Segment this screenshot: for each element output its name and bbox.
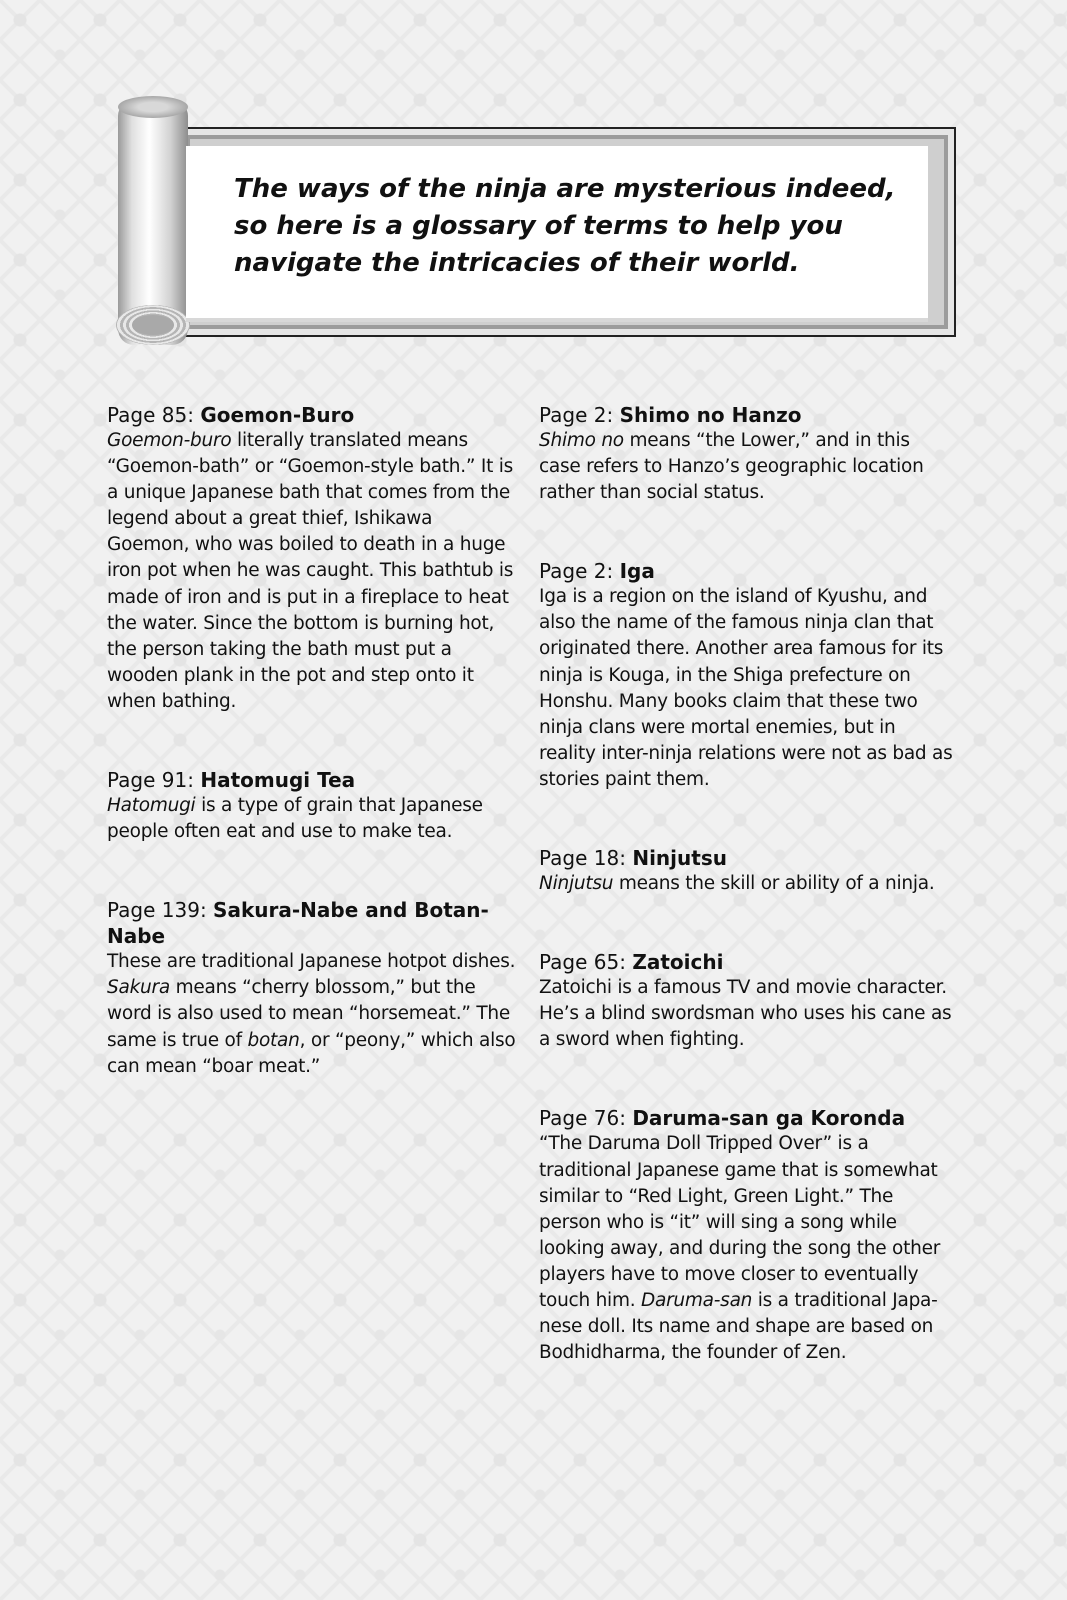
entry-italic-term: Daruma-san [640,1289,753,1311]
entry-text: Zatoichi is a famous TV and movie character. He’s a blind swordsman who uses his cane as a sword when fighting. [539,977,952,1051]
glossary-entry [539,949,954,1053]
scroll-roll-top [118,96,188,118]
entry-page-label: Page 18: [539,846,626,871]
entry-page-label: Page 76: [539,1106,626,1131]
entry-italic-term: Sakura [107,977,170,999]
entry-definition [539,871,954,897]
entry-heading [107,897,517,949]
entry-italic-term: Shimo no [539,430,624,451]
glossary-right-column [539,402,954,1366]
glossary-left-column [107,402,517,1080]
entry-term: Hatomugi Tea [200,768,356,793]
entry-definition [539,584,954,793]
entry-page-label: Page 139: [107,898,207,923]
entry-heading [539,558,954,584]
entry-term: Goemon-Buro [200,403,355,427]
entry-term: Daruma-san ga Koronda [632,1106,906,1131]
entry-page-label: Page 65: [539,950,626,975]
entry-term: Sakura-Nabe and Botan-Nabe [107,898,489,949]
entry-heading [539,1105,954,1131]
entry-italic-term: botan [247,1029,300,1051]
entry-text: means “the Lower,” and in this case refers to Hanzo’s geographic location rather than social status. [539,430,924,504]
entry-italic-term: Ninjutsu [539,873,614,895]
glossary-entry [539,402,954,506]
entry-text: Iga is a region on the island of Kyushu, and also the name of the famous ninja clan that originated there. Another area famous for its ninja is Kouga, in the Shiga prefecture on Honshu. Many books claim that these two ninja clans were mortal enemies, but in reality inter-ninja relations were not as bad as stories paint them. [539,586,953,790]
entry-definition [539,428,954,506]
entry-page-label: Page 91: [107,768,194,793]
entry-definition [539,1131,954,1366]
glossary-entry [107,402,517,715]
entry-text: These are traditional Japanese hotpot dishes. [107,951,516,973]
entry-text: means “cherry blossom,” but the word is also used to mean “horsemeat.” The same is true of [107,977,510,1051]
scroll-roll-icon [118,100,188,345]
glossary-entry [539,845,954,897]
glossary-entry [107,897,517,1079]
scroll-roll-bottom [116,305,190,345]
entry-term: Zatoichi [632,950,724,975]
entry-definition [539,975,954,1053]
entry-definition [107,428,517,715]
entry-heading [539,402,954,428]
glossary-entry [107,767,517,845]
entry-term: Iga [619,559,655,584]
entry-term: Shimo no Hanzo [619,403,802,427]
entry-definition [107,793,517,845]
entry-page-label: Page 2: [539,559,614,584]
entry-text: is a type of grain that Japanese people often eat and use to make tea. [107,795,483,843]
entry-heading [107,402,517,428]
entry-heading [539,949,954,975]
glossary-entry [539,558,954,793]
entry-text: literally translated means “Goemon-bath” or “Goemon-style bath.” It is a unique Japanese bath that comes from the legend about a great thief, Ishikawa Goemon, who was boiled to death in a huge iron pot when he was caught. This bathtub is made of iron and is put in a fireplace to heat the water. Since the bottom is burning hot, the person taking the bath must put a wooden plank in the pot and step onto it when bathing. [107,430,514,712]
entry-italic-term: Goemon-buro [107,430,232,451]
entry-text: , or “peony,” which also can mean “boar meat.” [107,1029,516,1077]
entry-term: Ninjutsu [632,846,727,871]
entry-definition [107,949,517,1079]
intro-text: The ways of the ninja are mysterious indeed, so here is a glossary of terms to help you navigate the intricacies of their world. [234,174,896,278]
entry-heading [539,845,954,871]
entry-text: means the skill or ability of a ninja. [613,873,935,895]
entry-italic-term: Hatomugi [107,795,196,817]
entry-text: is a traditional Japa-nese doll. Its name and shape are based on Bodhidharma, the founder of Zen. [539,1289,938,1364]
entry-page-label: Page 2: [539,403,614,427]
entry-page-label: Page 85: [107,403,194,427]
glossary-entry [539,1105,954,1366]
entry-heading [107,767,517,793]
entry-text: “The Daruma Doll Tripped Over” is a traditional Japanese game that is somewhat similar to “Red Light, Green Light.” The person who is “it” will sing a song while looking away, and during the song the other players have to move closer to eventually touch him. [539,1133,941,1311]
